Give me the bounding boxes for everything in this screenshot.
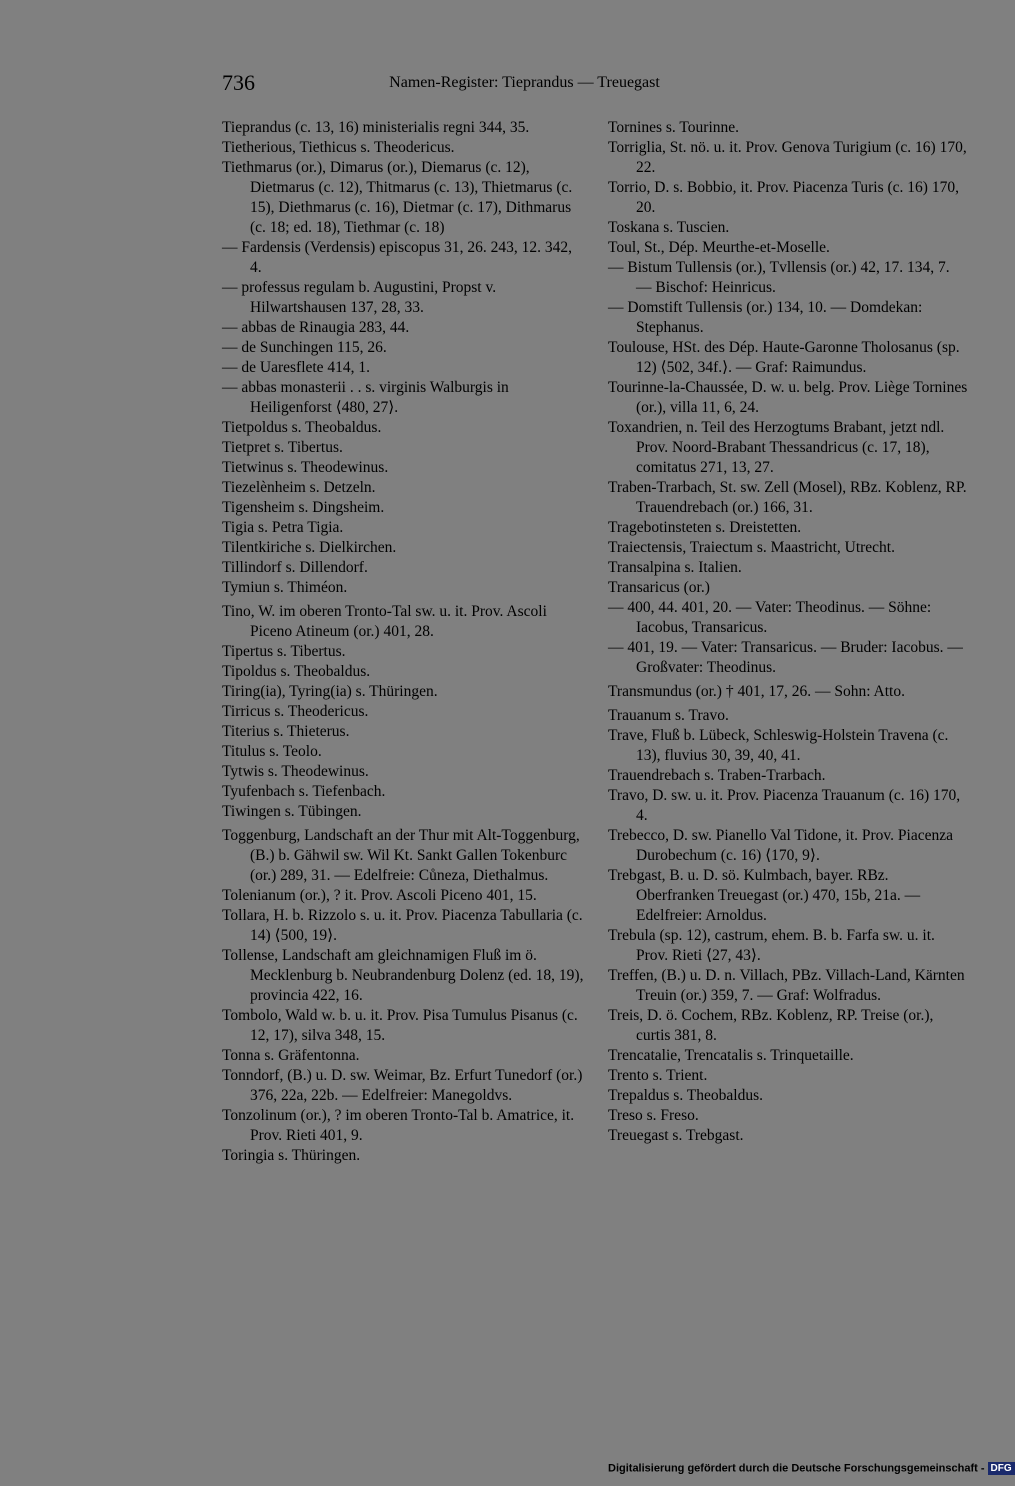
index-entry: Tornines s. Tourinne. <box>608 119 740 136</box>
index-entry: — 401, 19. — Vater: Transaricus. — Bruder: Iacobus. — Großvater: Theodinus. <box>608 639 963 676</box>
index-entry: Toggenburg, Landschaft an der Thur mit Alt-Toggenburg, (B.) b. Gähwil sw. Wil Kt. Sankt Gallen Tokenburc (or.) 289, 31. — Edelfreie: Cůneza, Diethalmus. <box>222 827 580 884</box>
index-entry: Tipoldus s. Theobaldus. <box>222 663 371 680</box>
index-entry: Trepaldus s. Theobaldus. <box>608 1087 763 1104</box>
index-entry: Tino, W. im oberen Tronto-Tal sw. u. it. Prov. Ascoli Piceno Atineum (or.) 401, 28. <box>222 603 547 640</box>
index-entry: Toringia s. Thüringen. <box>222 1147 361 1164</box>
index-entry: Trauendrebach s. Traben-Trarbach. <box>608 767 826 784</box>
index-entry: Transaricus (or.) <box>608 579 710 596</box>
index-entry: Trauanum s. Travo. <box>608 707 729 724</box>
index-entry: Tombolo, Wald w. b. u. it. Prov. Pisa Tumulus Pisanus (c. 12, 17), silva 348, 15. <box>222 1007 578 1044</box>
left-column <box>222 118 584 1166</box>
index-entry: Tietpret s. Tibertus. <box>222 439 343 456</box>
index-entry: Tipertus s. Tibertus. <box>222 643 346 660</box>
index-entry: Treso s. Freso. <box>608 1107 699 1124</box>
index-entry: Trento s. Trient. <box>608 1067 708 1084</box>
page-header <box>222 70 767 98</box>
index-entry: Tiwingen s. Tübingen. <box>222 803 362 820</box>
index-entry: Torrio, D. s. Bobbio, it. Prov. Piacenza Turis (c. 16) 170, 20. <box>608 179 959 216</box>
index-entry: Titerius s. Thieterus. <box>222 723 350 740</box>
index-entry: Transmundus (or.) † 401, 17, 26. — Sohn: Atto. <box>608 683 905 700</box>
index-entry: Tyufenbach s. Tiefenbach. <box>222 783 386 800</box>
index-entry: — Domstift Tullensis (or.) 134, 10. — Domdekan: Stephanus. <box>608 299 923 336</box>
index-entry: Toul, St., Dép. Meurthe-et-Moselle. <box>608 239 830 256</box>
dfg-logo: DFG <box>988 1462 1015 1475</box>
page-number: 736 <box>222 70 255 95</box>
index-entry: Trebecco, D. sw. Pianello Val Tidone, it. Prov. Piacenza Durobechum (c. 16) ⟨170, 9⟩. <box>608 827 953 864</box>
index-entry: Tonndorf, (B.) u. D. sw. Weimar, Bz. Erfurt Tunedorf (or.) 376, 22a, 22b. — Edelfreier: Manegoldvs. <box>222 1067 583 1104</box>
index-entry: Tirricus s. Theodericus. <box>222 703 369 720</box>
index-entry: Treffen, (B.) u. D. n. Villach, PBz. Villach-Land, Kärnten Treuin (or.) 359, 7. — Graf: Wolfradus. <box>608 967 965 1004</box>
index-entry: Tietherious, Tiethicus s. Theodericus. <box>222 139 455 156</box>
index-entry: Trebgast, B. u. D. sö. Kulmbach, bayer. RBz. Oberfranken Treuegast (or.) 470, 15b, 21a. — Edelfreier: Arnoldus. <box>608 867 921 924</box>
index-entry: Trencatalie, Trencatalis s. Trinquetaille. <box>608 1047 854 1064</box>
index-entry: Tietpoldus s. Theobaldus. <box>222 419 382 436</box>
index-entry: Toskana s. Tuscien. <box>608 219 730 236</box>
index-entry: Tillindorf s. Dillendorf. <box>222 559 368 576</box>
funding-footer <box>608 1462 1015 1475</box>
index-entry: Tigensheim s. Dingsheim. <box>222 499 385 516</box>
index-entry: Tonzolinum (or.), ? im oberen Tronto-Tal b. Amatrice, it. Prov. Rieti 401, 9. <box>222 1107 575 1144</box>
index-entry: Tigia s. Petra Tigia. <box>222 519 344 536</box>
index-entry: Tieprandus (c. 13, 16) ministerialis regni 344, 35. <box>222 119 530 136</box>
index-entry: Tytwis s. Theodewinus. <box>222 763 369 780</box>
index-entry: Tonna s. Gräfentonna. <box>222 1047 360 1064</box>
index-entry: Toulouse, HSt. des Dép. Haute-Garonne Tholosanus (sp. 12) ⟨502, 34f.⟩. — Graf: Raimundus. <box>608 339 960 376</box>
index-entry: Traben-Trarbach, St. sw. Zell (Mosel), RBz. Koblenz, RP. Trauendrebach (or.) 166, 31. <box>608 479 967 516</box>
index-entry: Trave, Fluß b. Lübeck, Schleswig-Holstein Travena (c. 13), fluvius 30, 39, 40, 41. <box>608 727 949 764</box>
index-entry: Tiring(ia), Tyring(ia) s. Thüringen. <box>222 683 438 700</box>
index-entry: — 400, 44. 401, 20. — Vater: Theodinus. — Söhne: Iacobus, Transaricus. <box>608 599 932 636</box>
index-entry: — Bistum Tullensis (or.), Tvllensis (or.) 42, 17. 134, 7. — Bischof: Heinricus. <box>608 259 950 296</box>
footer-text: Digitalisierung gefördert durch die Deutsche Forschungsgemeinschaft - <box>608 1462 985 1475</box>
index-entry: Tietwinus s. Theodewinus. <box>222 459 389 476</box>
index-entry: Traiectensis, Traiectum s. Maastricht, Utrecht. <box>608 539 895 556</box>
index-entry: Tymiun s. Thiméon. <box>222 579 348 596</box>
right-column <box>608 118 968 1146</box>
index-entry: Titulus s. Teolo. <box>222 743 322 760</box>
index-entry: — de Uaresflete 414, 1. <box>222 359 371 376</box>
index-entry: Treuegast s. Trebgast. <box>608 1127 744 1144</box>
index-entry: Transalpina s. Italien. <box>608 559 742 576</box>
index-entry: — abbas monasterii . . s. virginis Walburgis in Heiligenforst ⟨480, 27⟩. <box>222 379 509 416</box>
index-entry: Tilentkiriche s. Dielkirchen. <box>222 539 397 556</box>
index-entry: Tourinne-la-Chaussée, D. w. u. belg. Prov. Liège Tornines (or.), villa 11, 6, 24. <box>608 379 968 416</box>
index-entry: Treis, D. ö. Cochem, RBz. Koblenz, RP. Treise (or.), curtis 381, 8. <box>608 1007 934 1044</box>
index-entry: — Fardensis (Verdensis) episcopus 31, 26. 243, 12. 342, 4. <box>222 239 573 276</box>
index-entry: Torriglia, St. nö. u. it. Prov. Genova Turigium (c. 16) 170, 22. <box>608 139 967 176</box>
index-entry: — de Sunchingen 115, 26. <box>222 339 387 356</box>
index-entry: Travo, D. sw. u. it. Prov. Piacenza Trauanum (c. 16) 170, 4. <box>608 787 961 824</box>
index-entry: — professus regulam b. Augustini, Propst v. Hilwartshausen 137, 28, 33. <box>222 279 497 316</box>
index-entry: Tollara, H. b. Rizzolo s. u. it. Prov. Piacenza Tabullaria (c. 14) ⟨500, 19⟩. <box>222 907 583 944</box>
index-entry: Trebula (sp. 12), castrum, ehem. B. b. Farfa sw. u. it. Prov. Rieti ⟨27, 43⟩. <box>608 927 935 964</box>
index-entry: Tollense, Landschaft am gleichnamigen Fluß im ö. Mecklenburg b. Neubrandenburg Dolenz (ed. 18, 19), provincia 422, 16. <box>222 947 584 1004</box>
index-entry: — abbas de Rinaugia 283, 44. <box>222 319 410 336</box>
index-entry: Toxandrien, n. Teil des Herzogtums Brabant, jetzt ndl. Prov. Noord-Brabant Thessandricus (c. 17, 18), comitatus 271, 13, 27. <box>608 419 945 476</box>
index-entry: Tolenianum (or.), ? it. Prov. Ascoli Piceno 401, 15. <box>222 887 537 904</box>
index-entry: Tiethmarus (or.), Dimarus (or.), Diemarus (c. 12), Dietmarus (c. 12), Thitmarus (c. 13), Thietmarus (c. 15), Diethmarus (c. 16), Dietmar (c. 17), Dithmarus (c. 18; ed. 18), Tiethmar (c. 18) <box>222 159 573 236</box>
index-entry: Tiezelènheim s. Detzeln. <box>222 479 376 496</box>
index-entry: Tragebotinsteten s. Dreistetten. <box>608 519 802 536</box>
running-title: Namen-Register: Tieprandus — Treuegast <box>389 74 660 91</box>
